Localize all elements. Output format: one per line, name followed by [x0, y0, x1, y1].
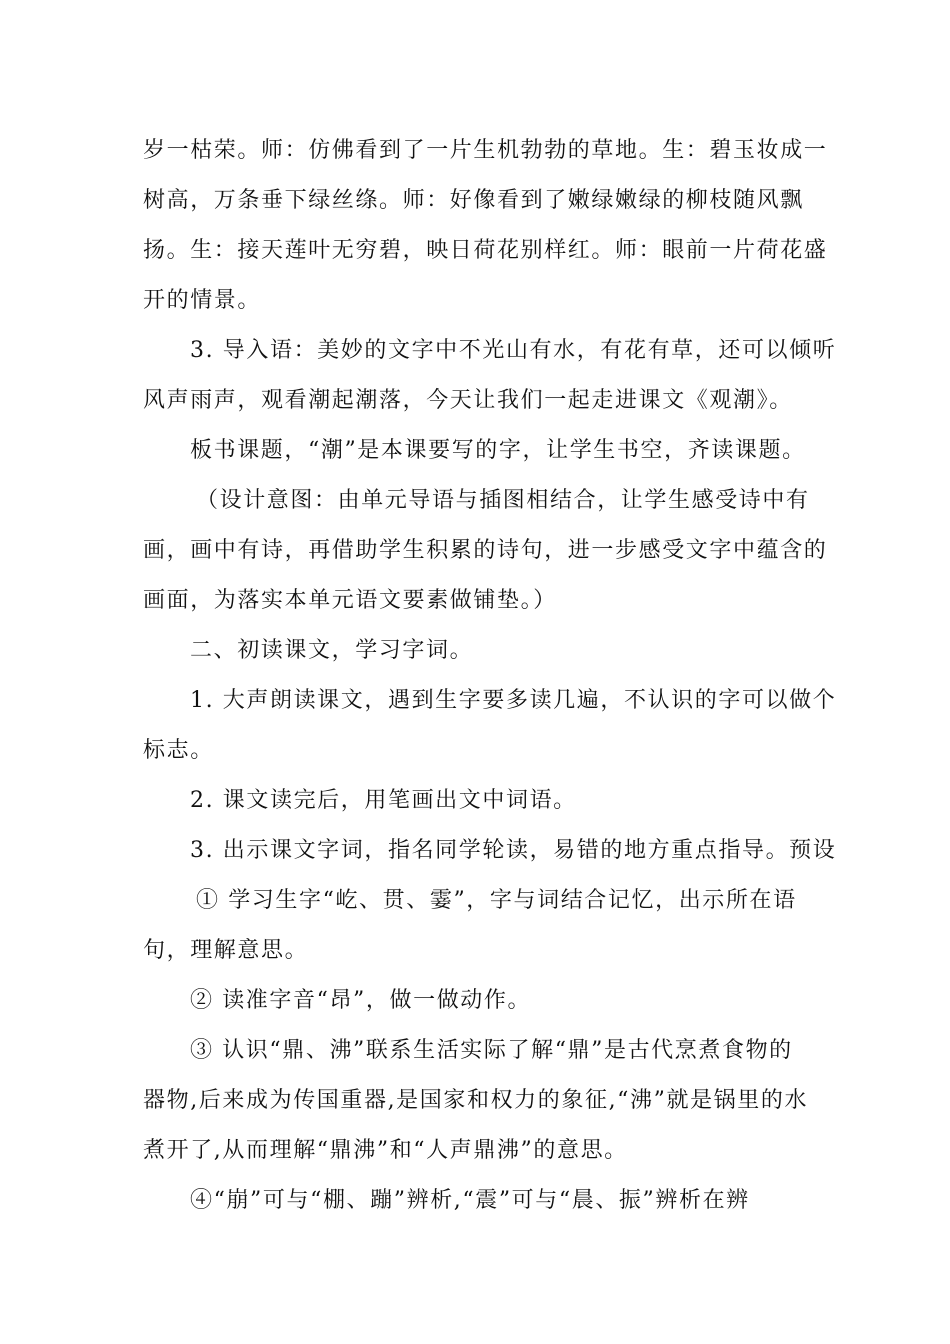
text-line: ③ 认识“鼎、沸”联系生活实际了解“鼎”是古代烹煮食物的	[190, 1038, 793, 1063]
text-line: 画面，为落实本单元语文要素做铺垫。）	[143, 588, 557, 613]
text-line: 煮开了,从而理解“鼎沸”和“人声鼎沸”的意思。	[143, 1138, 628, 1163]
text-line: 3. 导入语：美妙的文字中不光山有水，有花有草，还可以倾听	[190, 338, 837, 363]
text-line: 2. 课文读完后，用笔画出文中词语。	[190, 788, 577, 813]
text-line: 1. 大声朗读课文，遇到生字要多读几遍，不认识的字可以做个	[190, 688, 837, 713]
text-line: 画，画中有诗，再借助学生积累的诗句，进一步感受文字中蕴含的	[143, 538, 828, 563]
text-line: 板书课题，“潮”是本课要写的字，让学生书空，齐读课题。	[190, 438, 806, 463]
text-line: ② 读准字音“昂”，做一做动作。	[190, 988, 532, 1013]
text-line: 树高，万条垂下绿丝绦。师：好像看到了嫩绿嫩绿的柳枝随风飘	[143, 188, 804, 213]
text-line: 3. 出示课文字词，指名同学轮读，易错的地方重点指导。预设	[190, 838, 837, 863]
text-line: ① 学习生字“屹、贯、霎”，字与词结合记忆，出示所在语	[196, 888, 797, 913]
text-line: （设计意图：由单元导语与插图相结合，让学生感受诗中有	[196, 488, 810, 513]
text-line: 开的情景。	[143, 288, 262, 313]
text-line: 扬。生：接天莲叶无穷碧，映日荷花别样红。师：眼前一片荷花盛	[143, 238, 828, 263]
text-line: ④“崩”可与“棚、蹦”辨析,“震”可与“晨、振”辨析在辨	[190, 1188, 750, 1213]
text-line: 器物,后来成为传国重器,是国家和权力的象征,“沸”就是锅里的水	[143, 1088, 809, 1113]
text-line: 岁一枯荣。师：仿佛看到了一片生机勃勃的草地。生：碧玉妆成一	[143, 138, 828, 163]
text-line: 句，理解意思。	[143, 938, 309, 963]
text-line: 风声雨声，观看潮起潮落，今天让我们一起走进课文《观潮》。	[143, 388, 793, 413]
section-heading: 二、初读课文，学习字词。	[190, 638, 474, 663]
text-line: 标志。	[143, 738, 214, 763]
